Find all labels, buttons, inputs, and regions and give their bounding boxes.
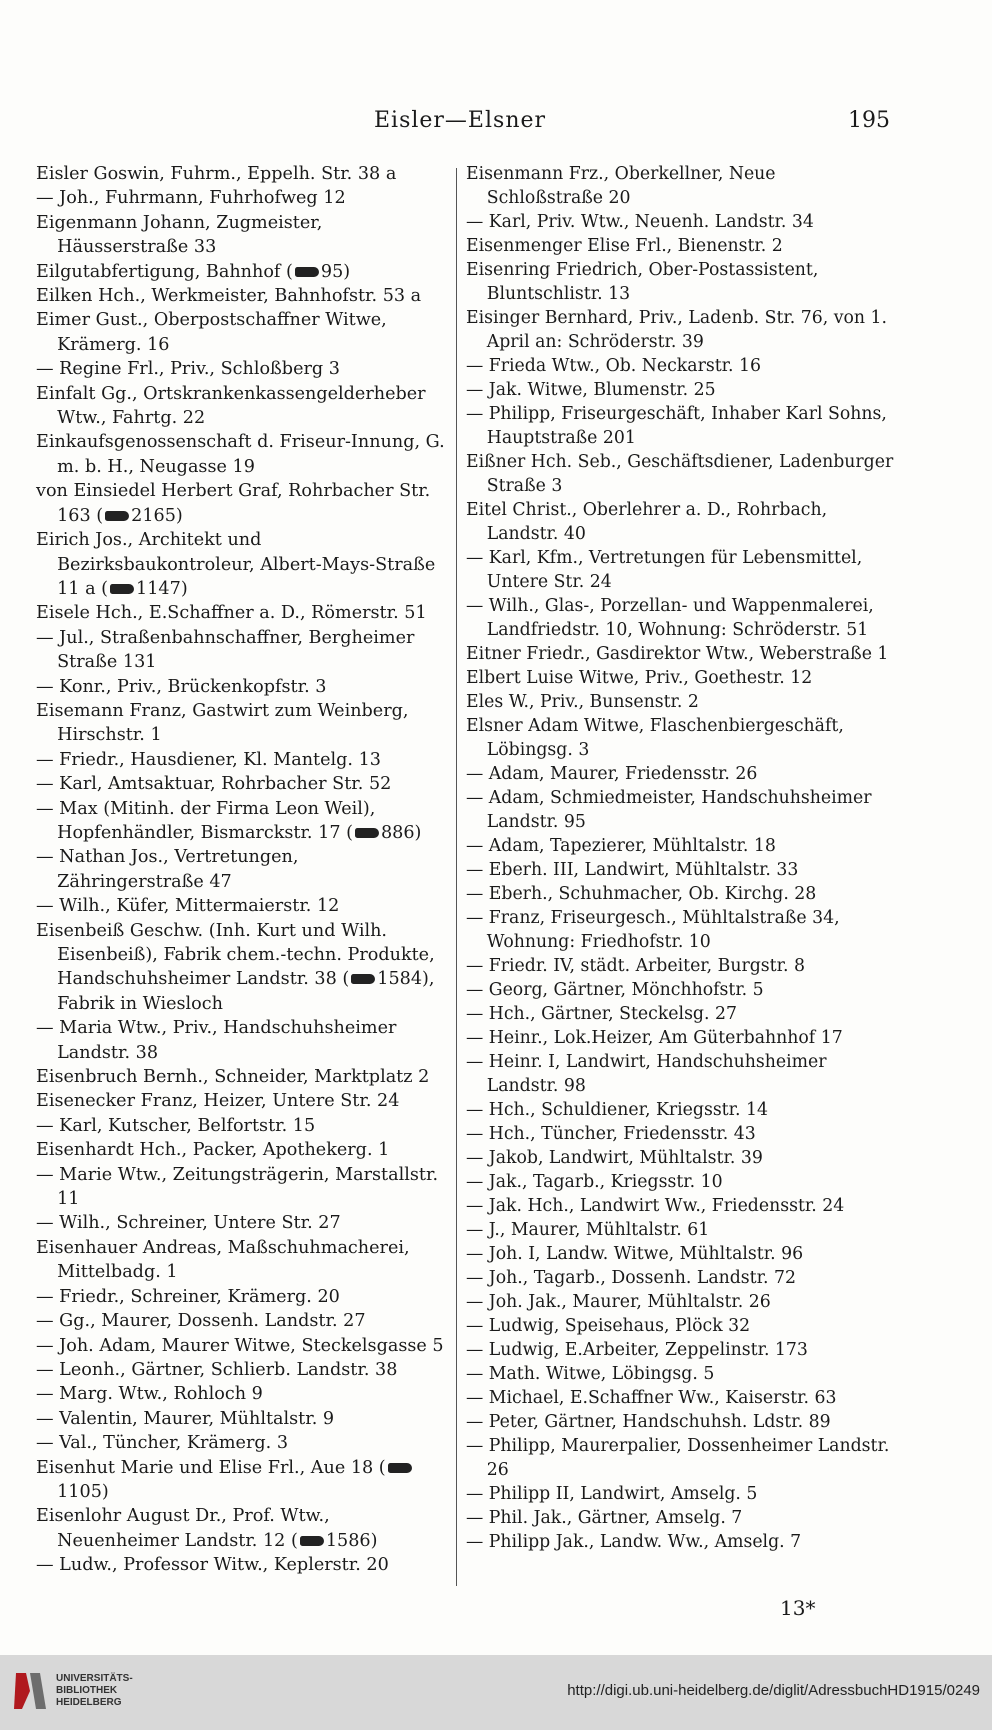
directory-entry — [36, 1456, 446, 1505]
directory-entry — [466, 234, 896, 258]
directory-entry — [36, 1334, 446, 1358]
directory-entry — [466, 1050, 896, 1098]
entry-text: von Einsiedel Herbert Graf, Rohrbacher Str. 163 ( — [36, 481, 431, 526]
entry-text: Eirich Jos., Architekt und Bezirksbaukontroleur, Albert-Mays-Straße 11 a ( — [36, 530, 436, 599]
entry-text: — Karl, Kutscher, Belfortstr. 15 — [36, 1115, 316, 1136]
directory-entry — [466, 1290, 896, 1314]
entry-text: — Eberh., Schuhmacher, Ob. Kirchg. 28 — [466, 884, 817, 904]
entry-text: Eisemann Franz, Gastwirt zum Weinberg, Hirschstr. 1 — [36, 700, 409, 746]
entry-text: — Marie Wtw., Zeitungsträgerin, Marstallstr. 11 — [36, 1164, 439, 1210]
directory-entry — [466, 306, 896, 354]
telephone-icon — [388, 1463, 412, 1473]
entry-text: Eisler Goswin, Fuhrm., Eppelh. Str. 38 a — [36, 164, 397, 184]
entry-text: — Jak. Hch., Landwirt Ww., Friedensstr. 24 — [466, 1196, 845, 1216]
directory-entry — [36, 1236, 446, 1285]
directory-entry — [466, 450, 896, 498]
directory-entry — [466, 1386, 896, 1410]
directory-entry — [36, 528, 446, 601]
entry-text: Eisenmenger Elise Frl., Bienenstr. 2 — [466, 236, 783, 256]
directory-entry — [36, 430, 446, 479]
entry-text: Eisenring Friedrich, Ober-Postassistent, Bluntschlistr. 13 — [466, 260, 819, 304]
directory-entry — [36, 1382, 446, 1406]
directory-entry — [466, 354, 896, 378]
directory-entry — [466, 1482, 896, 1506]
entry-text: — Heinr., Lok.Heizer, Am Güterbahnhof 17 — [466, 1028, 843, 1048]
directory-entry — [36, 260, 446, 284]
directory-entry — [36, 357, 446, 381]
directory-entry — [36, 797, 446, 846]
directory-entry — [466, 1026, 896, 1050]
directory-entry — [36, 284, 446, 308]
directory-entry — [36, 1431, 446, 1455]
entry-text: — Ludwig, Speisehaus, Plöck 32 — [466, 1316, 751, 1336]
directory-entry — [36, 1138, 446, 1162]
directory-entry — [36, 748, 446, 772]
entry-text: — Georg, Gärtner, Mönchhofstr. 5 — [466, 980, 764, 1000]
directory-entry — [36, 1163, 446, 1212]
entry-text: — Hch., Gärtner, Steckelsg. 27 — [466, 1004, 737, 1024]
telephone-number: 95) — [320, 261, 351, 282]
entry-text: — Nathan Jos., Vertretungen, Zähringerstraße 47 — [36, 847, 299, 892]
directory-entry — [36, 1504, 446, 1553]
telephone-number: 1584), Fabrik in Wiesloch — [57, 969, 435, 1014]
entry-text: — Konr., Priv., Brückenkopfstr. 3 — [36, 676, 327, 697]
entry-text: Eles W., Priv., Bunsenstr. 2 — [466, 692, 699, 712]
telephone-icon — [105, 511, 129, 521]
entry-text: — Val., Tüncher, Krämerg. 3 — [36, 1433, 289, 1454]
directory-entry — [36, 211, 446, 260]
directory-entry — [466, 162, 896, 210]
directory-entry — [466, 906, 896, 954]
entry-text: Eisenhauer Andreas, Maßschuhmacherei, Mittelbadg. 1 — [36, 1237, 410, 1283]
running-title: Eisler—Elsner — [373, 108, 547, 133]
directory-entry — [466, 786, 896, 834]
entry-text: — Friedr., Schreiner, Krämerg. 20 — [36, 1286, 340, 1307]
entry-text: — Jakob, Landwirt, Mühltalstr. 39 — [466, 1148, 763, 1168]
column-divider — [456, 168, 457, 1586]
directory-entry — [466, 1266, 896, 1290]
directory-entry — [36, 1285, 446, 1309]
entry-text: — Joh., Tagarb., Dossenh. Landstr. 72 — [466, 1268, 796, 1288]
directory-entry — [36, 699, 446, 748]
directory-entry — [466, 1362, 896, 1386]
directory-entry — [466, 690, 896, 714]
directory-entry — [36, 601, 446, 625]
entry-text: — Michael, E.Schaffner Ww., Kaiserstr. 63 — [466, 1388, 837, 1408]
directory-entry — [466, 1506, 896, 1530]
entry-text: — Joh. Jak., Maurer, Mühltalstr. 26 — [466, 1292, 771, 1312]
telephone-number: 1586) — [325, 1530, 378, 1551]
entry-text: — Jak., Tagarb., Kriegsstr. 10 — [466, 1172, 723, 1192]
directory-entry — [466, 834, 896, 858]
viewer-footer — [0, 1655, 992, 1730]
directory-entry — [466, 1122, 896, 1146]
directory-entry — [466, 1146, 896, 1170]
entry-text: — Karl, Priv. Wtw., Neuenh. Landstr. 34 — [466, 212, 814, 232]
directory-entry — [466, 498, 896, 546]
directory-entry — [466, 714, 896, 762]
entry-text: Eisenecker Franz, Heizer, Untere Str. 24 — [36, 1091, 400, 1112]
entry-text: Eisenmann Frz., Oberkellner, Neue Schloßstraße 20 — [466, 164, 776, 208]
right-column — [466, 162, 896, 1554]
telephone-number: 1147) — [136, 578, 188, 599]
entry-text: — Philipp, Maurerpalier, Dossenheimer Landstr. 26 — [466, 1436, 890, 1480]
directory-entry — [466, 858, 896, 882]
directory-entry — [466, 402, 896, 450]
entry-text: — Ludwig, E.Arbeiter, Zeppelinstr. 173 — [466, 1340, 808, 1360]
directory-entry — [36, 1358, 446, 1382]
directory-entry — [466, 1434, 896, 1482]
telephone-icon — [351, 974, 375, 984]
entry-text: — Jul., Straßenbahnschaffner, Bergheimer Straße 131 — [36, 627, 415, 673]
entry-text: — Valentin, Maurer, Mühltalstr. 9 — [36, 1408, 335, 1429]
entry-text: Eitner Friedr., Gasdirektor Wtw., Weberstraße 1 — [466, 644, 889, 664]
directory-entry — [36, 1114, 446, 1138]
directory-entry — [466, 762, 896, 786]
directory-entry — [466, 594, 896, 642]
entry-text: — Maria Wtw., Priv., Handschuhsheimer Landstr. 38 — [36, 1018, 397, 1063]
directory-entry — [466, 210, 896, 234]
entry-text: — Gg., Maurer, Dossenh. Landstr. 27 — [36, 1311, 366, 1332]
directory-entry — [36, 1016, 446, 1065]
directory-entry — [36, 772, 446, 796]
directory-entry — [36, 382, 446, 431]
entry-text: Eisenhut Marie und Elise Frl., Aue 18 ( — [36, 1457, 386, 1478]
entry-text: — Leonh., Gärtner, Schlierb. Landstr. 38 — [36, 1359, 398, 1380]
directory-entry — [466, 1314, 896, 1338]
entry-text: Eißner Hch. Seb., Geschäftsdiener, Ladenburger Straße 3 — [466, 452, 894, 496]
entry-text: — Wilh., Glas-, Porzellan- und Wappenmalerei, Landfriedstr. 10, Wohnung: Schröderstr. 51 — [466, 596, 874, 640]
directory-entry — [466, 1002, 896, 1026]
telephone-number: 2165) — [131, 505, 183, 526]
entry-text: — Joh. I, Landw. Witwe, Mühltalstr. 96 — [466, 1244, 804, 1264]
entry-text: Eitel Christ., Oberlehrer a. D., Rohrbach, Landstr. 40 — [466, 500, 828, 544]
entry-text: — Adam, Maurer, Friedensstr. 26 — [466, 764, 758, 784]
directory-entry — [36, 186, 446, 210]
directory-entry — [466, 378, 896, 402]
entry-text: — Wilh., Küfer, Mittermaierstr. 12 — [36, 896, 340, 917]
directory-entry — [36, 1553, 446, 1577]
directory-entry — [466, 642, 896, 666]
directory-entry — [466, 954, 896, 978]
directory-entry — [36, 308, 446, 357]
directory-entry — [466, 666, 896, 690]
directory-entry — [466, 978, 896, 1002]
entry-text: — Peter, Gärtner, Handschuhsh. Ldstr. 89 — [466, 1412, 831, 1432]
entry-text: Eisele Hch., E.Schaffner a. D., Römerstr. 51 — [36, 603, 427, 624]
directory-entry — [36, 845, 446, 894]
entry-text: — Hch., Schuldiener, Kriegsstr. 14 — [466, 1100, 768, 1120]
entry-text: — Philipp Jak., Landw. Ww., Amselg. 7 — [466, 1532, 802, 1552]
page-number: 195 — [848, 108, 890, 133]
directory-entry — [466, 1098, 896, 1122]
entry-text: Eilgutabfertigung, Bahnhof ( — [36, 261, 293, 282]
directory-entry — [36, 675, 446, 699]
entry-text: — Philipp, Friseurgeschäft, Inhaber Karl Sohns, Hauptstraße 201 — [466, 404, 887, 448]
signature-mark: 13* — [780, 1596, 816, 1620]
entry-text: Eisenbruch Bernh., Schneider, Marktplatz 2 — [36, 1067, 430, 1088]
page-header — [30, 108, 890, 142]
directory-entry — [36, 919, 446, 1017]
entry-text: — Max (Mitinh. der Firma Leon Weil), Hopfenhändler, Bismarckstr. 17 ( — [36, 798, 376, 843]
entry-text: — Heinr. I, Landwirt, Handschuhsheimer Landstr. 98 — [466, 1052, 827, 1096]
entry-text: — Joh. Adam, Maurer Witwe, Steckelsgasse 5 — [36, 1335, 444, 1356]
entry-text: Eisenhardt Hch., Packer, Apothekerg. 1 — [36, 1140, 390, 1161]
entry-text: — Joh., Fuhrmann, Fuhrhofweg 12 — [36, 188, 346, 209]
directory-entry — [36, 894, 446, 918]
entry-text: Einfalt Gg., Ortskrankenkassengelderheber Wtw., Fahrtg. 22 — [36, 383, 426, 429]
directory-entry — [36, 1407, 446, 1431]
telephone-icon — [300, 1536, 324, 1546]
directory-entry — [466, 546, 896, 594]
directory-entry — [36, 1065, 446, 1089]
entry-text: Eisenbeiß Geschw. (Inh. Kurt und Wilh. Eisenbeiß), Fabrik chem.-techn. Produkte, Handschuhsheimer Landstr. 38 ( — [36, 920, 435, 990]
entry-text: — J., Maurer, Mühltalstr. 61 — [466, 1220, 710, 1240]
telephone-number: 886) — [380, 822, 422, 843]
directory-entry — [36, 162, 446, 186]
entry-text: — Wilh., Schreiner, Untere Str. 27 — [36, 1213, 341, 1234]
entry-text: Eigenmann Johann, Zugmeister, Häusserstraße 33 — [36, 212, 323, 258]
entry-text: Eisenlohr August Dr., Prof. Wtw., Neuenheimer Landstr. 12 ( — [36, 1506, 330, 1551]
entry-text: Eilken Hch., Werkmeister, Bahnhofstr. 53 a — [36, 286, 422, 307]
entry-text: — Philipp II, Landwirt, Amselg. 5 — [466, 1484, 758, 1504]
entry-text: Elbert Luise Witwe, Priv., Goethestr. 12 — [466, 668, 813, 688]
left-column — [36, 162, 446, 1578]
directory-entry — [36, 479, 446, 528]
directory-entry — [466, 1218, 896, 1242]
entry-text: — Friedr., Hausdiener, Kl. Mantelg. 13 — [36, 749, 381, 770]
directory-entry — [36, 1089, 446, 1113]
institution-name: UNIVERSITÄTS- BIBLIOTHEK HEIDELBERG — [56, 1673, 133, 1708]
entry-text: Eisinger Bernhard, Priv., Ladenb. Str. 76, von 1. April an: Schröderstr. 39 — [466, 308, 888, 352]
directory-entry — [466, 882, 896, 906]
directory-entry — [36, 1211, 446, 1235]
directory-entry — [466, 1242, 896, 1266]
entry-text: — Math. Witwe, Löbingsg. 5 — [466, 1364, 715, 1384]
entry-text: Einkaufsgenossenschaft d. Friseur-Innung, G. m. b. H., Neugasse 19 — [36, 432, 445, 477]
telephone-icon — [355, 828, 379, 838]
library-logo-icon — [12, 1669, 48, 1713]
directory-entry — [36, 1309, 446, 1333]
entry-text: — Jak. Witwe, Blumenstr. 25 — [466, 380, 716, 400]
directory-entry — [466, 1530, 896, 1554]
entry-text: — Adam, Schmiedmeister, Handschuhsheimer Landstr. 95 — [466, 788, 872, 832]
directory-entry — [466, 1338, 896, 1362]
entry-text: — Ludw., Professor Witw., Keplerstr. 20 — [36, 1555, 389, 1576]
entry-text: Eimer Gust., Oberpostschaffner Witwe, Krämerg. 16 — [36, 310, 387, 355]
entry-text: — Frieda Wtw., Ob. Neckarstr. 16 — [466, 356, 761, 376]
source-url[interactable]: http://digi.ub.uni-heidelberg.de/diglit/AdressbuchHD1915/0249 — [567, 1682, 980, 1699]
telephone-number: 1105) — [57, 1481, 109, 1502]
entry-text: — Marg. Wtw., Rohloch 9 — [36, 1384, 263, 1405]
entry-text: — Hch., Tüncher, Friedensstr. 43 — [466, 1124, 756, 1144]
entry-text: Elsner Adam Witwe, Flaschenbiergeschäft, Löbingsg. 3 — [466, 716, 844, 760]
entry-text: — Karl, Kfm., Vertretungen für Lebensmittel, Untere Str. 24 — [466, 548, 863, 592]
directory-entry — [466, 1170, 896, 1194]
entry-text: — Regine Frl., Priv., Schloßberg 3 — [36, 359, 340, 380]
directory-entry — [36, 626, 446, 675]
entry-text: — Karl, Amtsaktuar, Rohrbacher Str. 52 — [36, 774, 392, 795]
directory-entry — [466, 258, 896, 306]
entry-text: — Eberh. III, Landwirt, Mühltalstr. 33 — [466, 860, 799, 880]
telephone-icon — [295, 267, 319, 277]
directory-entry — [466, 1410, 896, 1434]
entry-text: — Franz, Friseurgesch., Mühltalstraße 34, Wohnung: Friedhofstr. 10 — [466, 908, 840, 952]
telephone-icon — [110, 584, 134, 594]
directory-entry — [466, 1194, 896, 1218]
entry-text: — Friedr. IV, städt. Arbeiter, Burgstr. 8 — [466, 956, 805, 976]
entry-text: — Adam, Tapezierer, Mühltalstr. 18 — [466, 836, 776, 856]
entry-text: — Phil. Jak., Gärtner, Amselg. 7 — [466, 1508, 743, 1528]
